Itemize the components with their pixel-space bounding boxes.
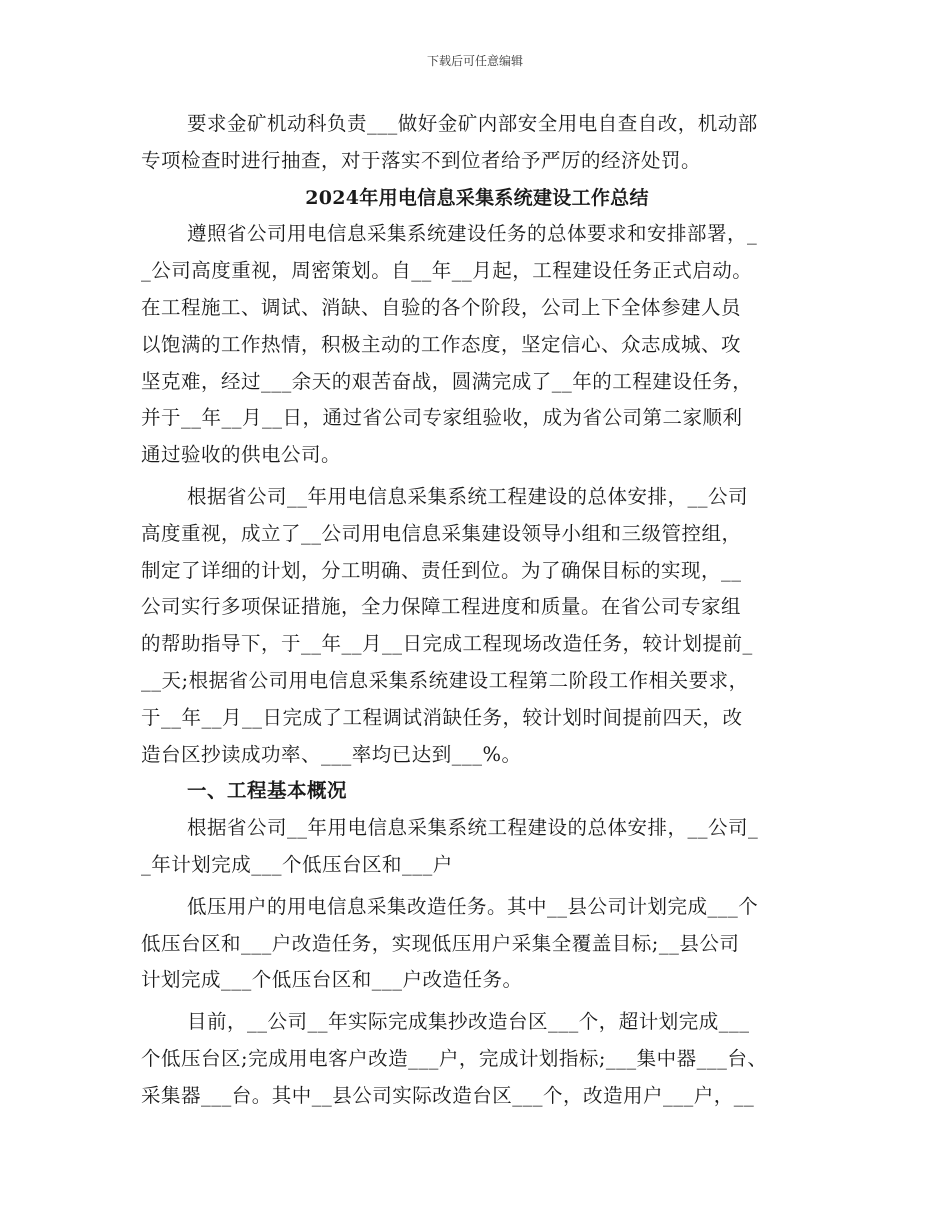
paragraph-line: 高度重视，成立了__公司用电信息采集建设领导小组和三级管控组， xyxy=(141,521,742,545)
page-header: 下载后可任意编辑 xyxy=(426,54,523,68)
paragraph-line: 采集器___台。其中__县公司实际改造台区___个，改造用户___户，__ xyxy=(141,1083,755,1107)
paragraph-line: 公司实行多项保证措施，全力保障工程进度和质量。在省公司专家组 xyxy=(141,595,742,619)
intro-line: 要求金矿机动科负责___做好金矿内部安全用电自查自改，机动部 xyxy=(187,112,758,135)
paragraph-line: _公司高度重视，周密策划。自__年__月起，工程建设任务正式启动。 xyxy=(141,259,753,283)
paragraph-line: 并于__年__月__日，通过省公司专家组验收，成为省公司第二家顺利 xyxy=(141,406,743,430)
paragraph-line: 以饱满的工作热情，积极主动的工作态度，坚定信心、众志成城、攻 xyxy=(141,332,742,356)
paragraph-line: 个低压台区;完成用电客户改造___户，完成计划指标;___集中器___台、 xyxy=(141,1046,768,1070)
paragraph-line: 低压台区和___户改造任务，实现低压用户采集全覆盖目标;__县公司 xyxy=(141,931,740,955)
paragraph-line: 目前，__公司__年实际完成集抄改造台区___个，超计划完成___ xyxy=(187,1010,750,1034)
section-heading: 一、工程基本概况 xyxy=(187,779,348,803)
paragraph-line: 在工程施工、调试、消缺、自验的各个阶段，公司上下全体参建人员 xyxy=(141,295,742,319)
intro-line: 专项检查时进行抽查，对于落实不到位者给予严厉的经济处罚。 xyxy=(141,148,702,172)
paragraph-line: 计划完成___个低压台区和___户改造任务。 xyxy=(141,968,523,992)
document-title: 2024年用电信息采集系统建设工作总结 xyxy=(305,186,649,209)
paragraph-line: _年计划完成___个低压台区和___户 xyxy=(141,852,453,876)
document-body xyxy=(141,106,813,1115)
paragraph-line: 根据省公司__年用电信息采集系统工程建设的总体安排，__公司 xyxy=(187,484,749,508)
paragraph-line: 通过验收的供电公司。 xyxy=(141,443,342,467)
paragraph-line: 根据省公司__年用电信息采集系统工程建设的总体安排，__公司_ xyxy=(187,816,759,840)
paragraph-line: 造台区抄读成功率、___率均已达到___%。 xyxy=(141,742,522,766)
paragraph-line: __天;根据省公司用电信息采集系统建设工程第二阶段工作相关要求， xyxy=(141,668,749,692)
paragraph-line: 于__年__月__日完成了工程调试消缺任务，较计划时间提前四天，改 xyxy=(141,705,743,729)
paragraph-line: 坚克难，经过___余天的艰苦奋战，圆满完成了__年的工程建设任务， xyxy=(141,369,753,393)
paragraph-line: 制定了详细的计划，分工明确、责任到位。为了确保目标的实现，__ xyxy=(141,558,742,582)
paragraph-line: 遵照省公司用电信息采集系统建设任务的总体要求和安排部署，_ xyxy=(187,222,758,246)
paragraph-line: 低压用户的用电信息采集改造任务。其中__县公司计划完成___个 xyxy=(187,894,759,918)
paragraph-line: 的帮助指导下，于__年__月__日完成工程现场改造任务，较计划提前_ xyxy=(141,632,753,656)
